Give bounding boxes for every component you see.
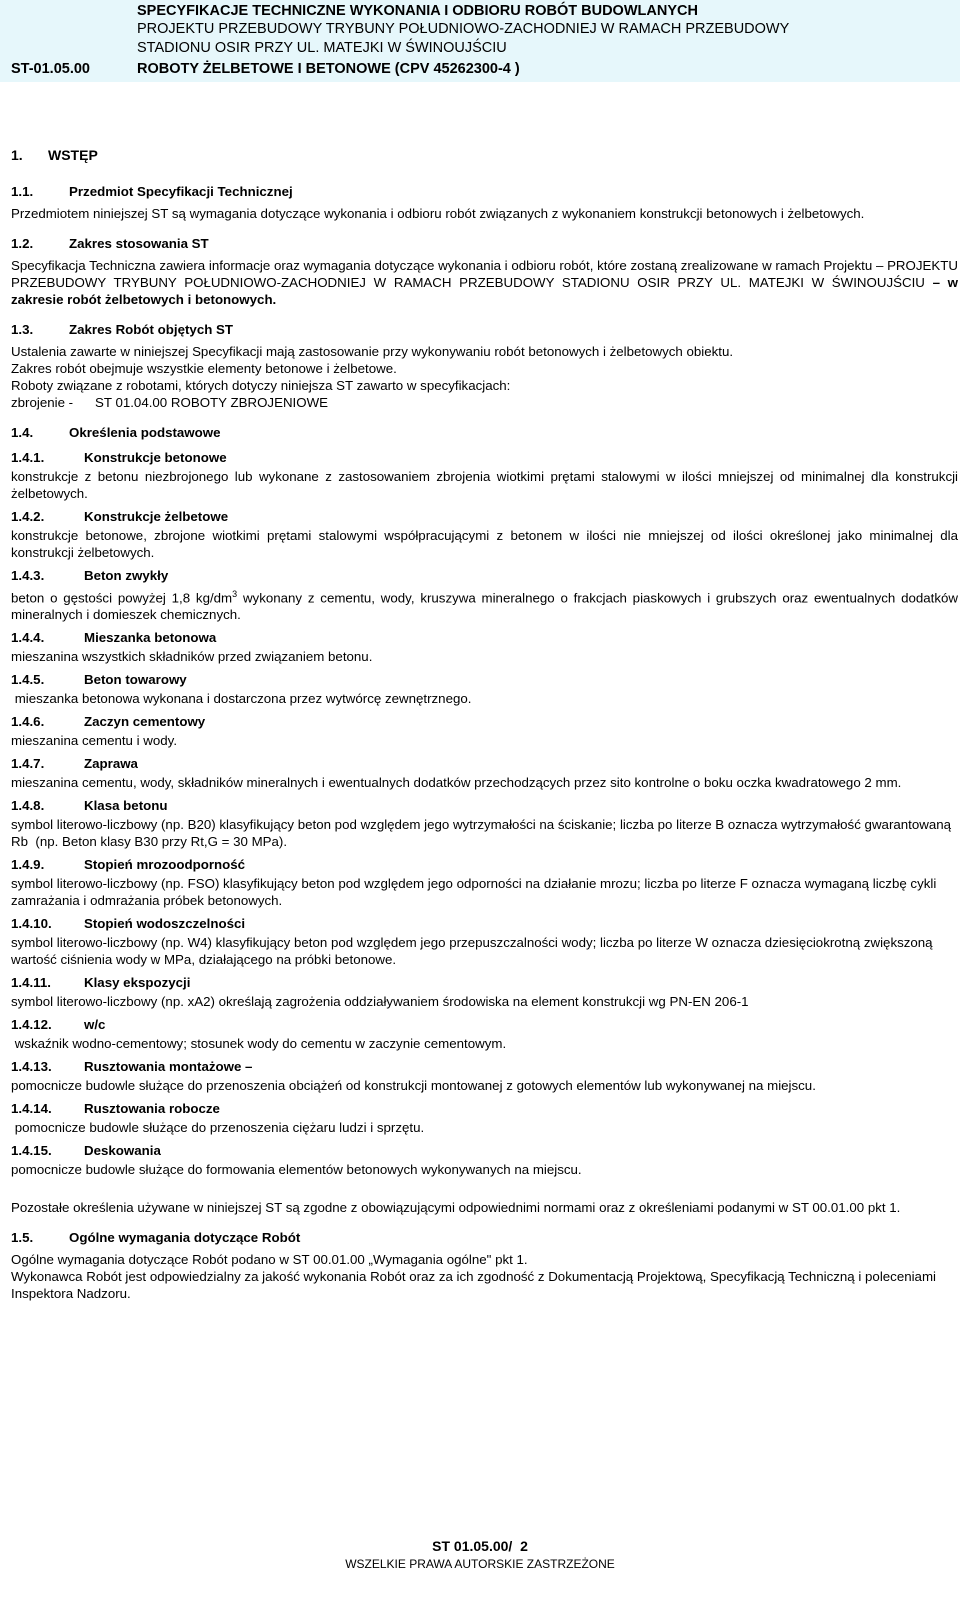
header-title: ROBOTY ŻELBETOWE I BETONOWE (CPV 45262300-4 ) (137, 61, 520, 77)
header-line-3: STADIONU OSIR PRZY UL. MATEJKI W ŚWINOUJŚCIU (137, 40, 507, 56)
header-code: ST-01.05.00 (11, 61, 90, 77)
definition-heading: 1.4.8. Klasa betonu (11, 798, 168, 814)
definition-text: konstrukcje betonowe, zbrojone wiotkimi prętami stalowymi współpracującymi z betonem w ilości nie mniejszej od ilości określonej jako minimalnej dla konstrukcji żelbetowych. (11, 528, 958, 560)
definition-text: symbol literowo-liczbowy (np. FSO) klasyfikujący beton pod względem jego odporności na działanie mrozu; liczba po literze F oznacza wymaganą liczbę cykli zamrażania i odmrażania próbek betonowych. (11, 876, 937, 909)
definition-heading: 1.4.3. Beton zwykły (11, 568, 169, 583)
paragraph: Wykonawca Robót jest odpowiedzialny za jakość wykonania Robót oraz za ich zgodność z Dokumentacją Projektową, Specyfikacją Techniczną i poleceniami Inspektora Nadzoru. (11, 1269, 936, 1302)
definition-text: symbol literowo-liczbowy (np. B20) klasyfikujący beton pod względem jego wytrzymałości na ściskanie; liczba po literze B oznacza wytrzymałość gwarantowaną Rb (np. Beton klasy B30 przy Rt,G = 30 MPa). (11, 817, 955, 850)
definition-text: mieszanka betonowa wykonana i dostarczona przez wytwórcę zewnętrznego. (11, 691, 472, 707)
definition-text: mieszanina wszystkich składników przed związaniem betonu. (11, 649, 373, 665)
section-heading: 1.4. Określenia podstawowe (11, 425, 221, 440)
definition-text: konstrukcje z betonu niezbrojonego lub wykonane z zastosowaniem zbrojenia wiotkimi prętami stalowymi w ilości mniejszej od minimalnej dla konstrukcji żelbetowych. (11, 469, 958, 501)
section-heading: 1.2. Zakres stosowania ST (11, 236, 209, 251)
definition-heading: 1.4.4. Mieszanka betonowa (11, 630, 217, 646)
definition-text: symbol literowo-liczbowy (np. W4) klasyfikujący beton pod względem jego przepuszczalności wody; liczba po literze W oznacza dziesięciokrotną zwiększoną wartość ciśnienia wody w MPa, działającego na próbki betonowe. (11, 935, 933, 968)
definition-text: pomocnicze budowle służące do przenoszenia ciężaru ludzi i sprzętu. (11, 1120, 425, 1136)
copyright-notice: WSZELKIE PRAWA AUTORSKIE ZASTRZEŻONE (345, 1557, 615, 1571)
section-heading: 1.1. Przedmiot Specyfikacji Technicznej (11, 184, 293, 199)
paragraph: Roboty związane z robotami, których dotyczy niniejsza ST zawarto w specyfikacjach: (11, 378, 511, 393)
paragraph: Przedmiotem niniejszej ST są wymagania dotyczące wykonania i odbioru robót związanych z wykonaniem konstrukcji betonowych i żelbetowych. (11, 206, 865, 221)
definition-text: pomocnicze budowle służące do formowania elementów betonowych wykonywanych na miejscu. (11, 1162, 582, 1178)
section-heading: 1. WSTĘP (11, 147, 98, 163)
definition-heading: 1.4.5. Beton towarowy (11, 672, 187, 688)
definition-heading: 1.4.9. Stopień mrozoodporność (11, 857, 246, 873)
paragraph: zbrojenie - ST 01.04.00 ROBOTY ZBROJENIOWE (11, 395, 329, 410)
definition-text: beton o gęstości powyżej 1,8 $kg/dm^3$ wykonany z cementu, wody, kruszywa mineralnego o frakcjach piaskowych i grubszych oraz ewentualnych dodatków mineralnych i domieszek chemicznych. (11, 589, 959, 623)
definition-heading: 1.4.2. Konstrukcje żelbetowe (11, 509, 229, 524)
definition-heading: 1.4.1. Konstrukcje betonowe (11, 450, 227, 465)
paragraph: Ogólne wymagania dotyczące Robót podano w ST 00.01.00 „Wymagania ogólne" pkt 1. (11, 1252, 528, 1268)
definition-heading: 1.4.10. Stopień wodoszczelności (11, 916, 246, 932)
paragraph: Ustalenia zawarte w niniejszej Specyfikacji mają zastosowanie przy wykonywaniu robót betonowych i żelbetowych obiektu. (11, 344, 734, 359)
paragraph: Zakres robót obejmuje wszystkie elementy betonowe i żelbetowe. (11, 361, 397, 376)
header-line-1: SPECYFIKACJE TECHNICZNE WYKONANIA I ODBIORU ROBÓT BUDOWLANYCH (137, 3, 698, 19)
section-heading: 1.3. Zakres Robót objętych ST (11, 322, 234, 337)
section-heading: 1.5. Ogólne wymagania dotyczące Robót (11, 1230, 301, 1246)
definition-text: mieszanina cementu i wody. (11, 733, 178, 749)
definition-heading: 1.4.14. Rusztowania robocze (11, 1101, 220, 1117)
definition-heading: 1.4.6. Zaczyn cementowy (11, 714, 206, 730)
definition-heading: 1.4.13. Rusztowania montażowe – (11, 1059, 253, 1075)
header-line-2: PROJEKTU PRZEBUDOWY TRYBUNY POŁUDNIOWO-ZACHODNIEJ W RAMACH PRZEBUDOWY (137, 21, 790, 37)
definition-heading: 1.4.11. Klasy ekspozycji (11, 975, 191, 991)
paragraph: Specyfikacja Techniczna zawiera informacje oraz wymagania dotyczące wykonania i odbioru robót, które zostaną zrealizowane w ramach Projektu – PROJEKTU PRZEBUDOWY TRYBUNY POŁUDNIOWO-ZACHODNIEJ W RAMACH PRZEBUDOWY STADIONU OSIR PRZY UL. MATEJKI W ŚWINOUJŚCIU – w zakresie robót żelbetowych i betonowych. (11, 258, 958, 307)
definition-text: pomocnicze budowle służące do przenoszenia obciążeń od konstrukcji montowanej z gotowych elementów lub wykonywanej na miejscu. (11, 1078, 816, 1094)
page-number: ST 01.05.00/ 2 (432, 1538, 528, 1554)
paragraph: Pozostałe określenia używane w niniejszej ST są zgodne z obowiązującymi odpowiednimi normami oraz z określeniami podanymi w ST 00.01.00 pkt 1. (11, 1200, 901, 1216)
definition-text: wskaźnik wodno-cementowy; stosunek wody do cementu w zaczynie cementowym. (11, 1036, 507, 1052)
document-body (11, 147, 958, 1302)
definition-heading: 1.4.7. Zaprawa (11, 756, 138, 772)
definition-text: symbol literowo-liczbowy (np. xA2) określają zagrożenia oddziaływaniem środowiska na element konstrukcji wg PN-EN 206-1 (11, 994, 749, 1010)
definition-heading: 1.4.15. Deskowania (11, 1143, 161, 1159)
definition-text: mieszanina cementu, wody, składników mineralnych i ewentualnych dodatków przechodzących przez sito kontrolne o boku oczka kwadratowego 2 mm. (11, 775, 902, 791)
page-header (0, 0, 960, 82)
definition-heading: 1.4.12. w/c (11, 1017, 106, 1033)
